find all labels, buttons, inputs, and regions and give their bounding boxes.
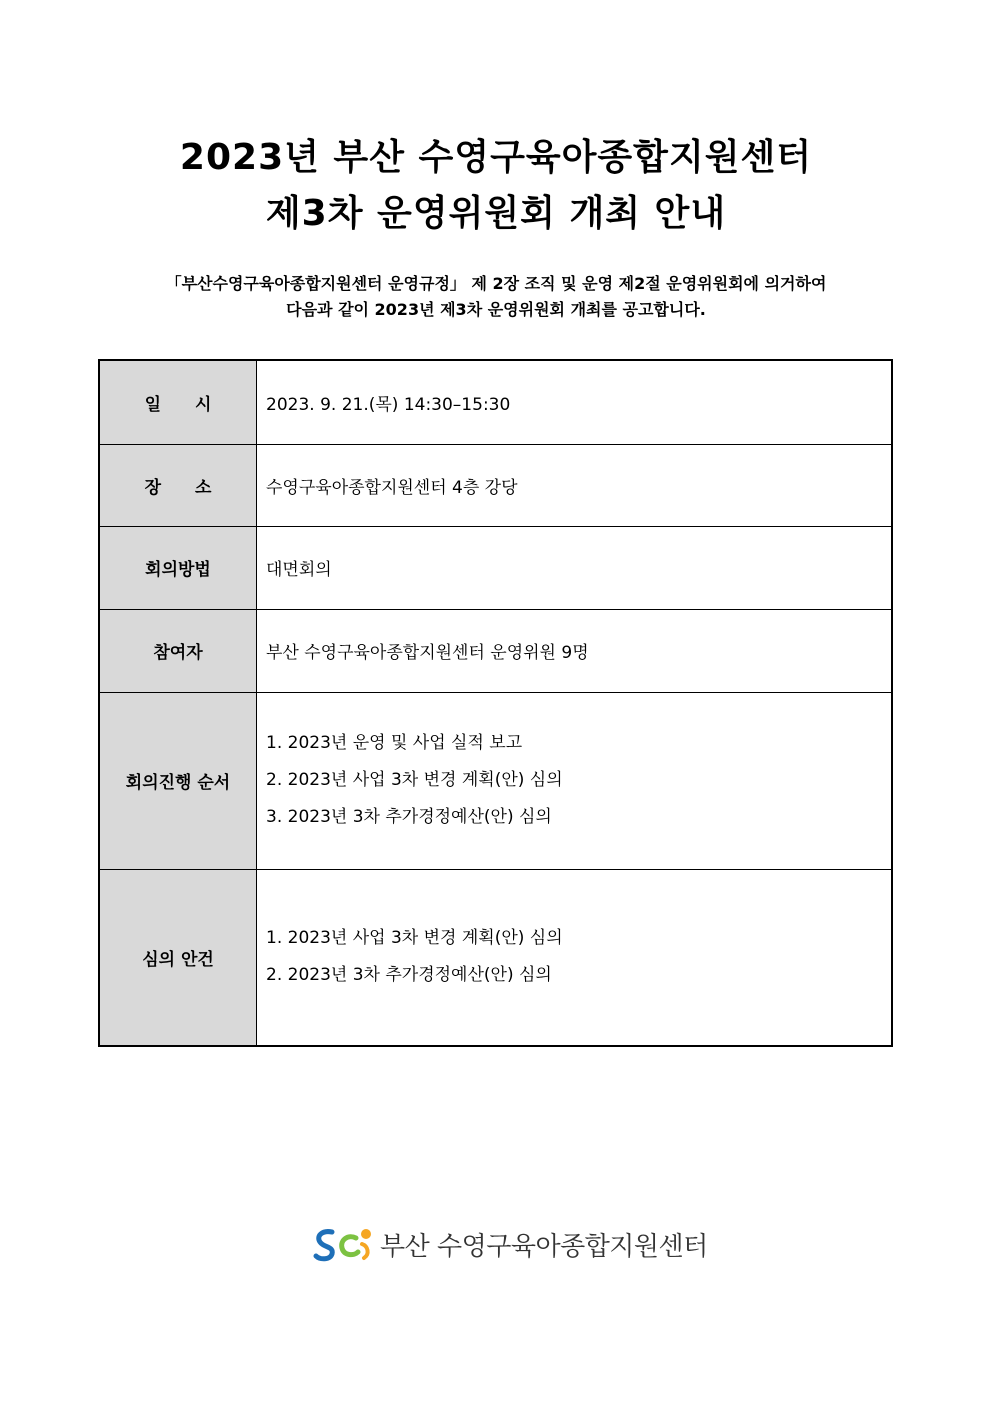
list-item: 2. 2023년 3차 추가경정예산(안) 심의	[266, 965, 552, 986]
meeting-info-table	[98, 359, 893, 1047]
row-value: 수영구육아종합지원센터 4층 강당	[257, 444, 893, 526]
row-label: 심의 안건	[99, 869, 257, 1046]
list-item: 2. 2023년 사업 3차 변경 계획(안) 심의	[266, 770, 563, 790]
intro-line2: 다음과 같이 2023년 제3차 운영위원회 개최를 공고합니다.	[286, 300, 706, 319]
list-item: 1. 2023년 사업 3차 변경 계획(안) 심의	[266, 928, 563, 949]
table-row-review-items	[99, 869, 892, 1046]
intro-line1: 「부산수영구육아종합지원센터 운영규정」 제 2장 조직 및 운영 제2절 운영위원회에 의거하여	[165, 274, 827, 293]
table-row-agenda-order	[99, 692, 892, 869]
row-value-list	[257, 692, 893, 869]
table-row-location	[99, 444, 892, 526]
row-value-list	[257, 869, 893, 1046]
list-item: 1. 2023년 운영 및 사업 실적 보고	[266, 733, 523, 753]
document-title-line2: 제3차 운영위원회 개최 안내	[265, 193, 727, 234]
row-label: 일 시	[99, 360, 257, 444]
table-row-datetime	[99, 360, 892, 444]
table-row-participants	[99, 609, 892, 692]
document-title-line1: 2023년 부산 수영구육아종합지원센터	[179, 137, 813, 178]
row-value: 부산 수영구육아종합지원센터 운영위원 9명	[257, 609, 893, 692]
row-value: 대면회의	[257, 526, 893, 609]
list-item: 3. 2023년 3차 추가경정예산(안) 심의	[266, 807, 552, 827]
row-value: 2023. 9. 21.(목) 14:30–15:30	[257, 360, 893, 444]
org-logo-icon	[312, 1224, 374, 1264]
org-name: 부산 수영구육아종합지원센터	[380, 1231, 708, 1262]
footer-logo	[312, 1224, 708, 1264]
row-label: 장 소	[99, 444, 257, 526]
row-label: 참여자	[99, 609, 257, 692]
table-row-method	[99, 526, 892, 609]
row-label: 회의진행 순서	[99, 692, 257, 869]
row-label: 회의방법	[99, 526, 257, 609]
